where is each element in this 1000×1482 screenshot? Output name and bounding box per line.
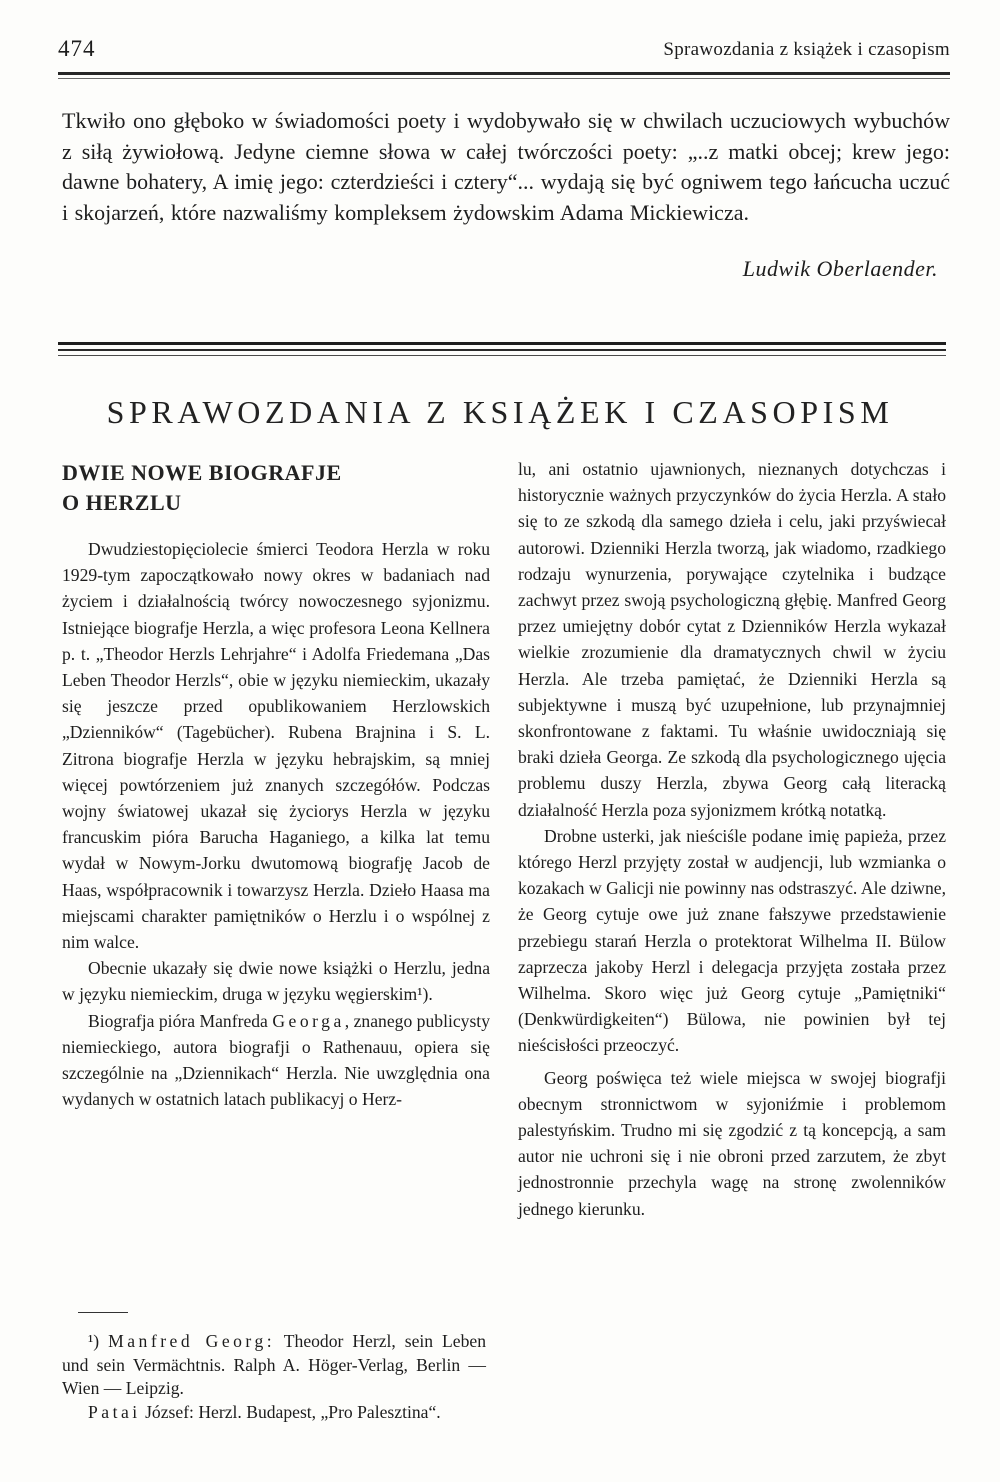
article-title-line: O HERZLU <box>62 490 182 515</box>
text-span: Biografja pióra Manfreda <box>88 1010 273 1031</box>
text-span: , znanego publicysty niemieckiego, autora biografji o Rathenauu, opiera się szczególnie na „Dziennikach“ Herzla. Nie uwzględnia ona wydanych w ostatnich latach publikacyj o Herz- <box>62 1010 490 1110</box>
footnote-text: József: Herzl. Budapest, „Pro Palesztina“. <box>140 1401 441 1422</box>
article-title <box>62 458 490 518</box>
footnote <box>62 1401 486 1425</box>
footnote-marker: ¹) <box>88 1331 109 1351</box>
footnote-author: Patai <box>88 1401 141 1422</box>
left-column <box>62 458 490 1112</box>
body-paragraph: Obecnie ukazały się dwie nowe książki o Herzlu, jedna w języku niemieckim, druga w języku węgierskim¹). <box>62 958 490 1005</box>
section-separator-rule <box>58 349 946 351</box>
page-number: 474 <box>58 36 96 61</box>
footnote-text: Theodor Herzl, sein Leben und sein Vermächtnis. Ralph A. Höger-Verlag, Berlin — Wien — Leipzig. <box>62 1331 486 1399</box>
header-rule-thin <box>58 78 950 79</box>
right-column <box>518 456 946 1222</box>
intro-paragraph <box>62 106 950 228</box>
header-rule <box>58 72 950 75</box>
page-header <box>58 36 950 66</box>
article-title-line: DWIE NOWE BIOGRAFJE <box>62 460 342 485</box>
footnote-author: Manfred Georg: <box>108 1331 276 1351</box>
body-paragraph: Dwudziestopięciolecie śmierci Teodora Herzla w roku 1929-tym zapoczątkowało nowy okres w badaniach nad życiem i działalnością twórcy nowoczesnego syjonizmu. Istniejące biografje Herzla, a więc profesora Leona Kellnera p. t. „Theodor Herzls Lehrjahre“ i Adolfa Friedemana „Das Leben Theodor Herzls“, obie w języku niemieckim, ukazały się jeszcze przed opublikowaniem Herzlowskich „Dzienników“ (Tagebücher). Rubena Brajnina i S. L. Zitrona biografje Herzla w języku hebrajskim, są mniej więcej powtórzeniem już znanych szczegółów. Podczas wojny światowej ukazał się życiorys Herzla w języku francuskim pióra Barucha Haganiego, a kilka lat temu wydał w Nowym-Jorku dwutomową biografję Jacob de Haas, współpracownik i towarzysz Herzla. Dzieło Haasa ma miejscami charakter pamiętników o Herzlu i o wspólnej z nim walce. <box>62 539 490 953</box>
running-head: Sprawozdania z książek i czasopism <box>663 39 950 60</box>
footnotes <box>62 1330 486 1424</box>
author-name-spaced: Georga <box>272 1010 345 1031</box>
footnote-rule <box>78 1312 128 1313</box>
body-paragraph: Georg poświęca też wiele miejsca w swojej biografji obecnym stronnictwom w syjoniźmie i problemom palestyńskim. Trudno mi się zgodzić z tą koncepcją, a sam autor nie uchroni się i nie obroni przed zarzutem, że zbyt jednostronnie przechyla wagę na stronę zwolenników jednego kierunku. <box>518 1067 946 1219</box>
body-paragraph: lu, ani ostatnio ujawnionych, nieznanych dotychczas i historycznie ważnych przyczynków do życia Herzla. A stało się to ze szkodą dla samego dzieła i celu, jaki przyświecał autorowi. Dzienniki Herzla tworzą, jak wiadomo, rzadkiego rodzaju wynurzenia, porywające czytelnika i budzące zachwyt przez swoją psychologiczną głębię. Manfred Georg przez umiejętny dobór cytat z Dzienników Herzla wykazał wielkie zrozumienie dla dramatycznych chwil w życiu Herzla. Ale trzeba pamiętać, że Dzienniki Herzla są subjektywne i muszą być uzupełnione, lub przynajmniej skonfrontowane z faktami. Tu właśnie uwidoczniają się braki dzieła Georga. Ze szkodą dla psychologicznego ujęcia problemu duszy Herzla, zbywa Georg całą literacką działalność Herzla poza syjonizmem krótką notatką. <box>518 459 946 820</box>
intro-text: Tkwiło ono głęboko w świadomości poety i wydobywało się w chwilach uczuciowych wybuchów z siłą żywiołową. Jedyne ciemne słowa w całej twórczości poety: „..z matki obcej; krew jego: dawne bohatery, A imię jego: czterdzieści i cztery“... wydają się być ogniwem tego łańcucha uczuć i skojarzeń, które nazwaliśmy kompleksem żydowskim Adama Mickiewicza. <box>62 108 950 225</box>
body-paragraph <box>62 1008 490 1113</box>
section-title: SPRAWOZDANIA Z KSIĄŻEK I CZASOPISM <box>106 394 894 430</box>
footnote <box>62 1330 486 1401</box>
body-paragraph: Drobne usterki, jak nieściśle podane imię papieża, przez którego Herzl przyjęty został w audjencji, lub wzmianka o kozakach w Galicji nie powinny nas odstraszyć. Ale dziwne, że Georg cytuje owe już znane fałszywe przedstawienie przebiegu starań Herzla o protektorat Wilhelma II. Bülow zaprzecza jakoby Herzl i delegacja przyjęta została przez Wilhelma. Skoro więc już Georg cytuje „Pamiętniki“ (Denkwürdigkeiten“) Bülowa, nie powinien był tej nieścisłości przeoczyć. <box>518 825 946 1056</box>
intro-signature: Ludwik Oberlaender. <box>742 256 938 281</box>
section-separator-rule <box>58 355 946 356</box>
section-separator-rule <box>58 342 946 345</box>
